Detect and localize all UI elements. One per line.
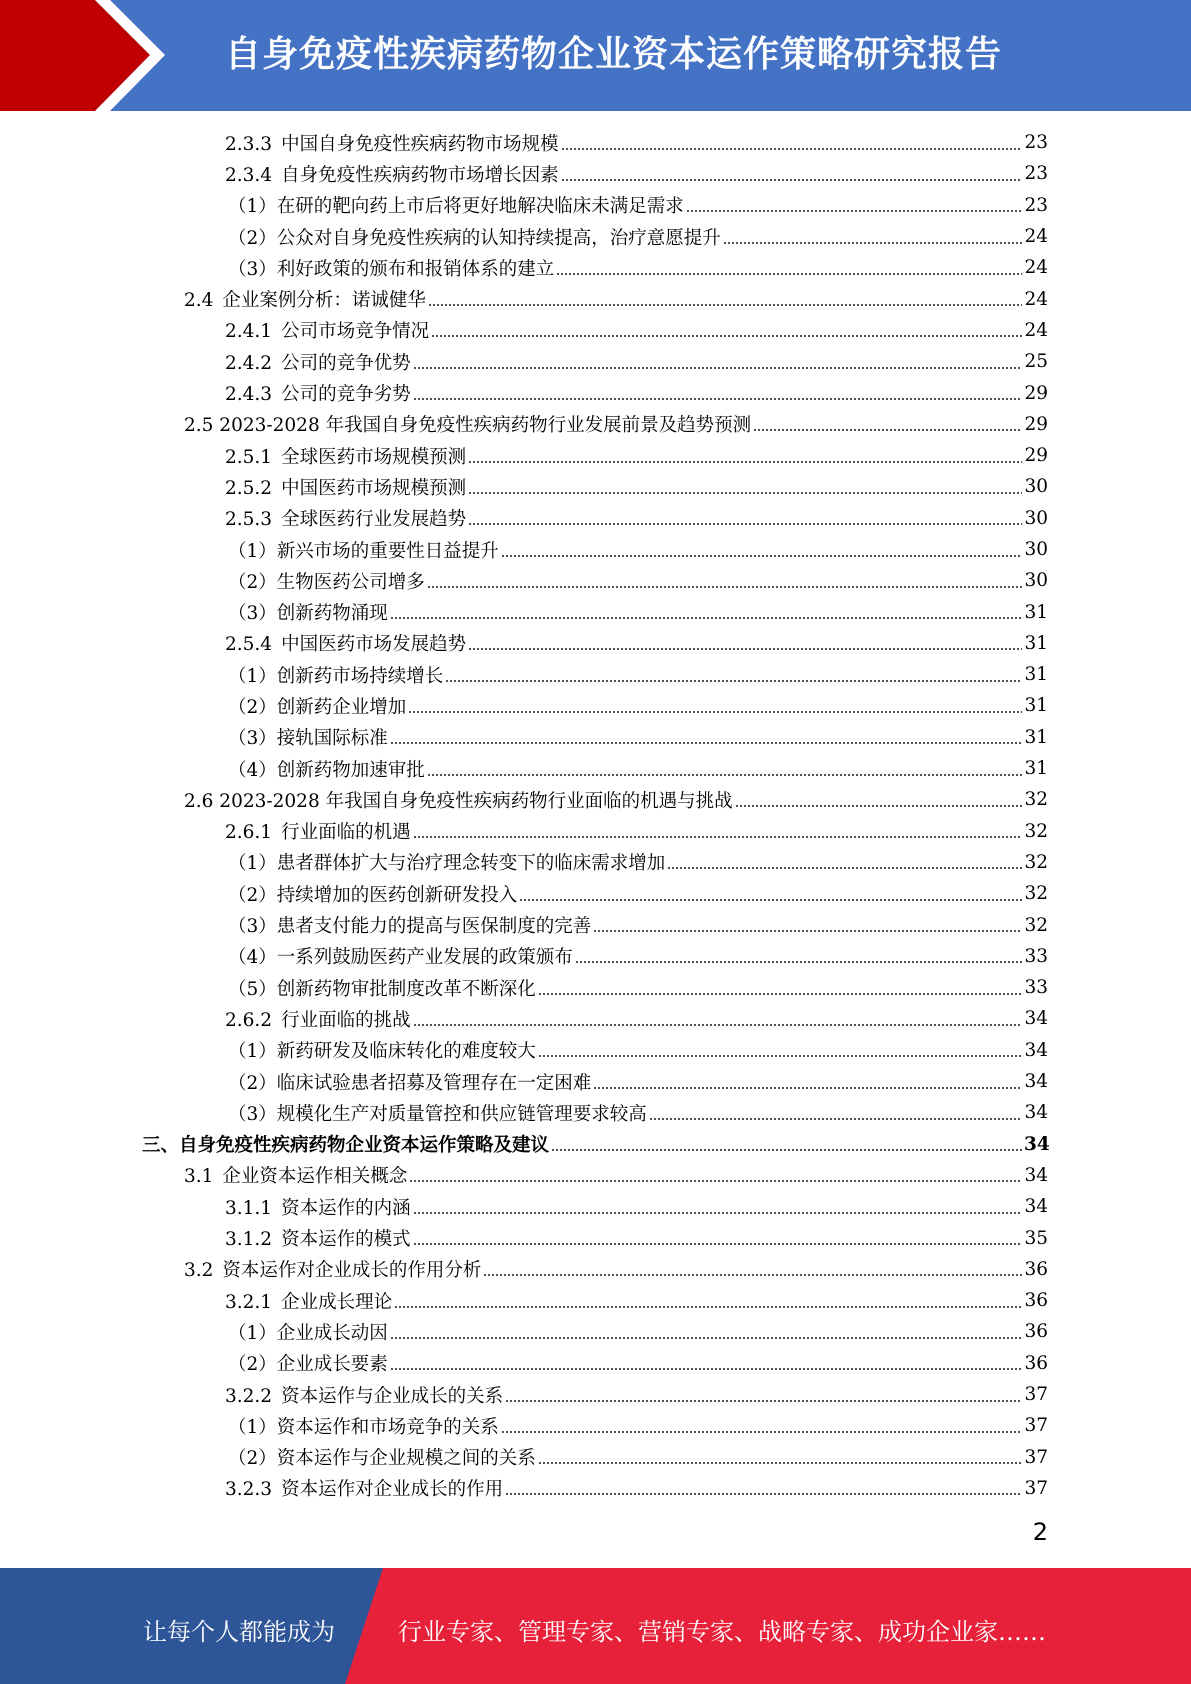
- toc-entry[interactable]: [0, 1254, 1191, 1285]
- toc-entry[interactable]: [0, 471, 1191, 502]
- toc-entry[interactable]: [0, 252, 1191, 283]
- report-title: 自身免疫性疾病药物企业资本运作策略研究报告: [225, 34, 1003, 75]
- toc-dot-leader: [561, 134, 1022, 152]
- toc-entry-label: （1）创新药市场持续增长: [228, 665, 444, 687]
- toc-entry-page: 37: [1024, 1415, 1048, 1437]
- toc-dot-leader: [519, 885, 1022, 903]
- toc-entry-title: [225, 1225, 411, 1251]
- toc-entry-label: 资本运作的模式: [281, 1229, 411, 1251]
- toc-entry-label: 中国医药市场发展趋势: [281, 634, 467, 656]
- toc-entry[interactable]: [0, 1473, 1191, 1504]
- toc-dot-leader: [575, 947, 1022, 965]
- toc-entry[interactable]: [0, 753, 1191, 784]
- toc-dot-leader: [468, 509, 1022, 527]
- toc-entry-page: 36: [1024, 1352, 1048, 1374]
- toc-entry-number: 3.1.1: [225, 1197, 273, 1219]
- toc-entry-page: 30: [1024, 507, 1048, 529]
- toc-entry-label: （1）资本运作和市场竞争的关系: [228, 1416, 499, 1438]
- toc-entry-title: [225, 1475, 503, 1501]
- toc-entry-page: 34: [1024, 1133, 1050, 1155]
- toc-entry-number: 2.4.3: [225, 384, 273, 406]
- toc-entry-title: [228, 255, 554, 281]
- toc-dot-leader: [409, 1166, 1022, 1184]
- toc-entry-label: 企业成长理论: [281, 1291, 393, 1313]
- toc-entry-label: 企业案例分析：诺诚健华: [222, 290, 426, 312]
- toc-dot-leader: [505, 1386, 1022, 1404]
- toc-entry-page: 30: [1024, 539, 1048, 560]
- toc-entry[interactable]: [0, 1035, 1191, 1066]
- toc-entry-title: [228, 849, 665, 875]
- toc-entry-number: 2.6.2: [225, 1009, 273, 1031]
- toc-dot-leader: [390, 1323, 1022, 1341]
- toc-entry[interactable]: [0, 1316, 1191, 1347]
- toc-entry[interactable]: [0, 690, 1191, 721]
- toc-entry-title: [228, 1350, 388, 1376]
- toc-dot-leader: [667, 853, 1022, 871]
- toc-entry-page: 33: [1024, 977, 1048, 999]
- toc-entry-title: [228, 1069, 591, 1095]
- toc-dot-leader: [408, 697, 1022, 715]
- toc-entry-page: 31: [1024, 664, 1048, 686]
- toc-entry[interactable]: [0, 315, 1191, 346]
- toc-entry-title: [225, 1288, 392, 1314]
- toc-entry-label: 2.6 2023-2028 年我国自身免疫性疾病药物行业面临的机遇与挑战: [184, 790, 733, 812]
- toc-entry-page: 31: [1024, 632, 1048, 654]
- toc-entry-page: 31: [1024, 695, 1048, 717]
- toc-dot-leader: [427, 572, 1022, 590]
- toc-entry-label: （1）新兴市场的重要性日益提升: [228, 540, 499, 562]
- toc-entry-label: 企业资本运作相关概念: [222, 1166, 408, 1188]
- toc-entry-number: 3.1: [184, 1166, 214, 1188]
- toc-entry-page: 34: [1024, 1039, 1048, 1061]
- toc-entry-label: （2）企业成长要素: [228, 1354, 388, 1376]
- toc-entry[interactable]: [0, 847, 1191, 878]
- toc-entry[interactable]: [0, 1129, 1191, 1160]
- footer-slogan-left: 让每个人都能成为: [143, 1618, 335, 1646]
- toc-dot-leader: [390, 1354, 1022, 1372]
- table-of-contents: [0, 127, 1191, 1504]
- toc-entry-page: 24: [1024, 288, 1048, 310]
- toc-entry-title: [228, 224, 721, 250]
- toc-entry[interactable]: [0, 909, 1191, 940]
- toc-dot-leader: [593, 916, 1022, 934]
- toc-entry-title: [225, 130, 559, 156]
- toc-entry[interactable]: [0, 503, 1191, 534]
- toc-entry-title: [228, 662, 443, 688]
- toc-entry-title: [225, 161, 559, 187]
- toc-entry-label: （3）规模化生产对质量管控和供应链管理要求较高: [228, 1103, 647, 1125]
- toc-entry-page: 30: [1024, 476, 1048, 498]
- toc-entry[interactable]: [0, 1097, 1191, 1128]
- toc-entry-page: 25: [1024, 351, 1048, 373]
- toc-entry-label: 2.5 2023-2028 年我国自身免疫性疾病药物行业发展前景及趋势预测: [184, 415, 752, 437]
- toc-dot-leader: [593, 1073, 1022, 1091]
- toc-entry-number: 2.3.3: [225, 133, 273, 155]
- toc-entry-page: 24: [1024, 257, 1048, 279]
- toc-entry-number: 2.5.3: [225, 509, 273, 531]
- toc-entry-label: （5）创新药物审批制度改革不断深化: [228, 978, 536, 1000]
- toc-entry-page: 35: [1024, 1227, 1048, 1249]
- toc-entry[interactable]: [0, 1066, 1191, 1097]
- toc-dot-leader: [413, 384, 1022, 402]
- toc-entry-page: 32: [1024, 789, 1048, 811]
- toc-entry-label: （3）创新药物涌现: [228, 603, 388, 625]
- toc-dot-leader: [753, 415, 1022, 433]
- toc-dot-leader: [686, 196, 1022, 214]
- toc-entry-page: 24: [1024, 319, 1048, 341]
- toc-entry[interactable]: [0, 1222, 1191, 1253]
- toc-entry[interactable]: [0, 283, 1191, 314]
- toc-dot-leader: [413, 1198, 1022, 1216]
- toc-entry-label: 资本运作对企业成长的作用: [281, 1479, 504, 1501]
- toc-entry-number: 2.5.4: [225, 634, 273, 656]
- toc-entry-page: 36: [1024, 1290, 1048, 1312]
- toc-dot-leader: [468, 634, 1022, 652]
- toc-entry-title: [184, 411, 751, 437]
- toc-entry-title: [225, 818, 411, 844]
- toc-entry-title: [225, 1006, 411, 1032]
- toc-entry[interactable]: [0, 1003, 1191, 1034]
- toc-entry-number: 2.6.1: [225, 822, 273, 844]
- toc-dot-leader: [556, 259, 1022, 277]
- toc-entry[interactable]: [0, 190, 1191, 221]
- toc-entry-title: [228, 881, 517, 907]
- toc-entry-title: [228, 975, 536, 1001]
- toc-dot-leader: [413, 1229, 1022, 1247]
- toc-dot-leader: [413, 353, 1022, 371]
- toc-entry-label: （3）接轨国际标准: [228, 728, 388, 750]
- toc-entry-page: 32: [1024, 914, 1048, 936]
- toc-entry-label: （3）利好政策的颁布和报销体系的建立: [228, 258, 555, 280]
- toc-dot-leader: [483, 1260, 1022, 1278]
- toc-entry-title: [184, 286, 426, 312]
- toc-entry[interactable]: [0, 1160, 1191, 1191]
- toc-entry-label: （1）患者群体扩大与治疗理念转变下的临床需求增加: [228, 853, 666, 875]
- toc-entry-title: [225, 349, 411, 375]
- toc-entry-label: （2）临床试验患者招募及管理存在一定困难: [228, 1072, 592, 1094]
- toc-entry[interactable]: [0, 722, 1191, 753]
- toc-entry-title: [228, 724, 388, 750]
- toc-entry-label: （2）资本运作与企业规模之间的关系: [228, 1448, 536, 1470]
- toc-entry-page: 31: [1024, 758, 1048, 780]
- toc-entry-title: [228, 1413, 499, 1439]
- toc-entry-page: 37: [1024, 1477, 1048, 1499]
- toc-entry[interactable]: [0, 158, 1191, 189]
- toc-entry-label: 自身免疫性疾病药物市场增长因素: [281, 164, 559, 186]
- toc-entry-page: 29: [1024, 413, 1048, 435]
- toc-entry-page: 34: [1024, 1071, 1048, 1093]
- toc-dot-leader: [723, 228, 1022, 246]
- toc-entry-page: 29: [1024, 382, 1048, 404]
- toc-entry-number: 2.4.2: [225, 352, 273, 374]
- toc-entry-page: 31: [1024, 601, 1048, 623]
- toc-entry-page: 36: [1024, 1258, 1048, 1280]
- toc-entry-title: [228, 1319, 388, 1345]
- toc-entry-label: （1）在研的靶向药上市后将更好地解决临床未满足需求: [228, 196, 684, 218]
- toc-entry-title: [184, 1162, 407, 1188]
- toc-entry-title: [225, 1194, 411, 1220]
- toc-dot-leader: [538, 1448, 1022, 1466]
- toc-entry[interactable]: [0, 1348, 1191, 1379]
- toc-entry-label: 三、自身免疫性疾病药物企业资本运作策略及建议: [142, 1135, 550, 1157]
- toc-dot-leader: [468, 478, 1022, 496]
- toc-entry-title: [228, 1037, 536, 1063]
- toc-entry[interactable]: [0, 1191, 1191, 1222]
- toc-dot-leader: [501, 541, 1022, 559]
- toc-entry-label: 资本运作与企业成长的关系: [281, 1385, 504, 1407]
- page-header: [0, 0, 1191, 111]
- toc-entry-page: 36: [1024, 1321, 1048, 1343]
- toc-entry-number: 3.2: [184, 1260, 214, 1282]
- toc-dot-leader: [431, 321, 1022, 339]
- toc-entry-label: （2）持续增加的医药创新研发投入: [228, 884, 518, 906]
- toc-entry[interactable]: [0, 346, 1191, 377]
- toc-entry-number: 2.4: [184, 290, 214, 312]
- toc-entry-title: [225, 380, 411, 406]
- toc-entry-label: 公司市场竞争情况: [281, 321, 430, 343]
- toc-dot-leader: [649, 1104, 1022, 1122]
- toc-entry[interactable]: [0, 409, 1191, 440]
- toc-entry[interactable]: [0, 1285, 1191, 1316]
- toc-entry[interactable]: [0, 972, 1191, 1003]
- toc-entry-title: [142, 1131, 549, 1157]
- toc-entry[interactable]: [0, 784, 1191, 815]
- toc-entry-page: 32: [1024, 883, 1048, 905]
- toc-entry-title: [228, 192, 684, 218]
- toc-entry-label: （2）创新药企业增加: [228, 696, 407, 718]
- toc-entry-page: 33: [1024, 945, 1048, 967]
- toc-entry-title: [228, 1444, 536, 1470]
- toc-entry[interactable]: [0, 941, 1191, 972]
- toc-dot-leader: [561, 165, 1022, 183]
- toc-entry-page: 24: [1024, 226, 1048, 248]
- toc-dot-leader: [427, 760, 1022, 778]
- toc-entry-title: [225, 317, 429, 343]
- toc-entry[interactable]: [0, 127, 1191, 158]
- toc-dot-leader: [505, 1479, 1022, 1497]
- toc-entry[interactable]: [0, 221, 1191, 252]
- toc-entry[interactable]: [0, 1441, 1191, 1472]
- toc-entry[interactable]: [0, 534, 1191, 565]
- toc-entry[interactable]: [0, 878, 1191, 909]
- toc-entry-page: 23: [1024, 194, 1048, 216]
- toc-dot-leader: [390, 603, 1022, 621]
- toc-entry-number: 2.5.2: [225, 477, 273, 499]
- toc-entry[interactable]: [0, 440, 1191, 471]
- toc-dot-leader: [538, 1041, 1022, 1059]
- toc-entry-page: 34: [1024, 1196, 1048, 1218]
- toc-entry[interactable]: [0, 816, 1191, 847]
- toc-dot-leader: [501, 1417, 1022, 1435]
- toc-entry-label: 中国医药市场规模预测: [281, 477, 467, 499]
- toc-entry-label: （3）患者支付能力的提高与医保制度的完善: [228, 916, 592, 938]
- toc-entry-page: 23: [1024, 163, 1048, 185]
- toc-entry-label: （1）新药研发及临床转化的难度较大: [228, 1041, 536, 1063]
- toc-entry-page: 37: [1024, 1384, 1048, 1406]
- toc-dot-leader: [735, 791, 1022, 809]
- toc-entry-page: 34: [1024, 1164, 1048, 1186]
- toc-entry-number: 2.5.1: [225, 446, 273, 468]
- toc-entry-page: 32: [1024, 820, 1048, 842]
- toc-entry-number: 3.2.3: [225, 1479, 273, 1501]
- toc-entry-label: 资本运作的内涵: [281, 1197, 411, 1219]
- toc-dot-leader: [394, 1292, 1022, 1310]
- toc-entry-title: [225, 1382, 503, 1408]
- toc-dot-leader: [390, 728, 1022, 746]
- footer-slogan-right: 行业专家、管理专家、营销专家、战略专家、成功企业家……: [398, 1618, 1046, 1646]
- toc-dot-leader: [413, 1010, 1022, 1028]
- toc-entry-page: 29: [1024, 445, 1048, 467]
- toc-entry-title: [228, 756, 425, 782]
- toc-entry-label: （2）公众对自身免疫性疾病的认知持续提高，治疗意愿提升: [228, 227, 721, 249]
- toc-entry-number: 3.2.1: [225, 1291, 273, 1313]
- toc-entry-number: 3.1.2: [225, 1229, 273, 1251]
- toc-entry-title: [228, 599, 388, 625]
- toc-entry-title: [225, 505, 466, 531]
- toc-entry-label: （1）企业成长动因: [228, 1322, 388, 1344]
- toc-entry-label: （4）创新药物加速审批: [228, 759, 425, 781]
- toc-entry-label: 行业面临的挑战: [281, 1009, 411, 1031]
- toc-entry-page: 30: [1024, 570, 1048, 592]
- toc-entry-number: 3.2.2: [225, 1385, 273, 1407]
- toc-entry-page: 23: [1024, 132, 1048, 154]
- toc-entry-number: 2.3.4: [225, 164, 273, 186]
- toc-entry-title: [225, 630, 466, 656]
- toc-entry-page: 31: [1024, 726, 1048, 748]
- toc-entry-title: [228, 943, 573, 969]
- toc-entry-number: 2.4.1: [225, 321, 273, 343]
- toc-dot-leader: [468, 447, 1022, 465]
- toc-entry-label: 全球医药市场规模预测: [281, 446, 467, 468]
- toc-entry-page: 34: [1024, 1102, 1048, 1124]
- toc-dot-leader: [428, 290, 1022, 308]
- toc-dot-leader: [445, 666, 1022, 684]
- toc-entry-page: 32: [1024, 851, 1048, 873]
- toc-entry-title: [228, 693, 406, 719]
- toc-entry[interactable]: [0, 565, 1191, 596]
- toc-entry-title: [225, 443, 466, 469]
- toc-entry-label: （2）生物医药公司增多: [228, 571, 425, 593]
- toc-entry[interactable]: [0, 596, 1191, 627]
- toc-entry[interactable]: [0, 628, 1191, 659]
- toc-entry-title: [228, 912, 591, 938]
- toc-entry-title: [228, 568, 425, 594]
- toc-entry[interactable]: [0, 659, 1191, 690]
- toc-entry-label: 中国自身免疫性疾病药物市场规模: [281, 133, 559, 155]
- toc-entry-title: [184, 787, 733, 813]
- page-footer: [0, 1568, 1191, 1684]
- toc-dot-leader: [413, 822, 1022, 840]
- toc-entry-label: 全球医药行业发展趋势: [281, 509, 467, 531]
- toc-dot-leader: [551, 1135, 1022, 1153]
- toc-entry-title: [228, 1100, 647, 1126]
- toc-entry-label: 公司的竞争优势: [281, 352, 411, 374]
- toc-entry-page: 34: [1024, 1008, 1048, 1030]
- toc-entry-label: 行业面临的机遇: [281, 822, 411, 844]
- toc-entry-page: 37: [1024, 1446, 1048, 1468]
- page-number: 2: [1032, 1518, 1048, 1546]
- toc-dot-leader: [538, 979, 1022, 997]
- toc-entry-label: 资本运作对企业成长的作用分析: [222, 1260, 482, 1282]
- toc-entry-title: [184, 1256, 481, 1282]
- toc-entry-label: 公司的竞争劣势: [281, 384, 411, 406]
- toc-entry[interactable]: [0, 1379, 1191, 1410]
- toc-entry[interactable]: [0, 377, 1191, 408]
- toc-entry-title: [228, 537, 499, 563]
- toc-entry-title: [225, 474, 466, 500]
- toc-entry[interactable]: [0, 1410, 1191, 1441]
- toc-entry-label: （4）一系列鼓励医药产业发展的政策颁布: [228, 947, 573, 969]
